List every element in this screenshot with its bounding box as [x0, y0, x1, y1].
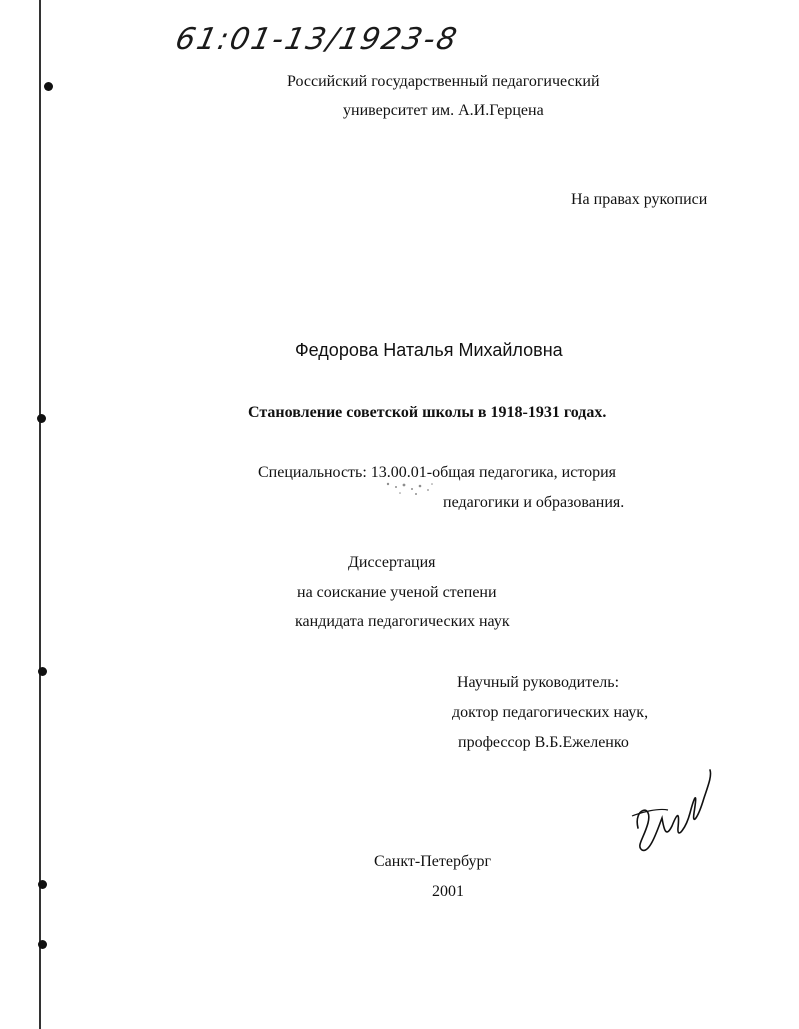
- advisor-name: профессор В.Б.Ежеленко: [458, 734, 629, 751]
- degree-line-2: на соискание ученой степени: [297, 584, 497, 601]
- binding-hole-mark: [38, 667, 47, 676]
- year: 2001: [432, 883, 464, 900]
- dissertation-title: Становление советской школы в 1918-1931 годах.: [248, 404, 607, 421]
- institution-line-2: университет им. А.И.Герцена: [343, 102, 544, 119]
- degree-line-1: Диссертация: [348, 554, 436, 571]
- archive-code-handwritten: 61:01-13/1923-8: [172, 22, 462, 57]
- binding-hole-mark: [38, 880, 47, 889]
- rights-note: На правах рукописи: [571, 191, 708, 208]
- handwritten-signature: [628, 768, 718, 853]
- specialty-line-2: педагогики и образования.: [443, 494, 625, 511]
- advisor-label: Научный руководитель:: [457, 674, 620, 691]
- author-name: Федорова Наталья Михайловна: [295, 340, 563, 360]
- degree-line-3: кандидата педагогических наук: [295, 613, 510, 630]
- binding-hole-mark: [37, 414, 46, 423]
- binding-hole-mark: [44, 82, 53, 91]
- city: Санкт-Петербург: [374, 853, 492, 870]
- binding-margin-line: [39, 0, 41, 1029]
- advisor-degree: доктор педагогических наук,: [452, 704, 649, 721]
- institution-line-1: Российский государственный педагогический: [287, 73, 600, 90]
- ink-smudge: [382, 480, 442, 498]
- specialty-line-1: Специальность: 13.00.01-общая педагогика, история: [258, 464, 617, 481]
- binding-hole-mark: [38, 940, 47, 949]
